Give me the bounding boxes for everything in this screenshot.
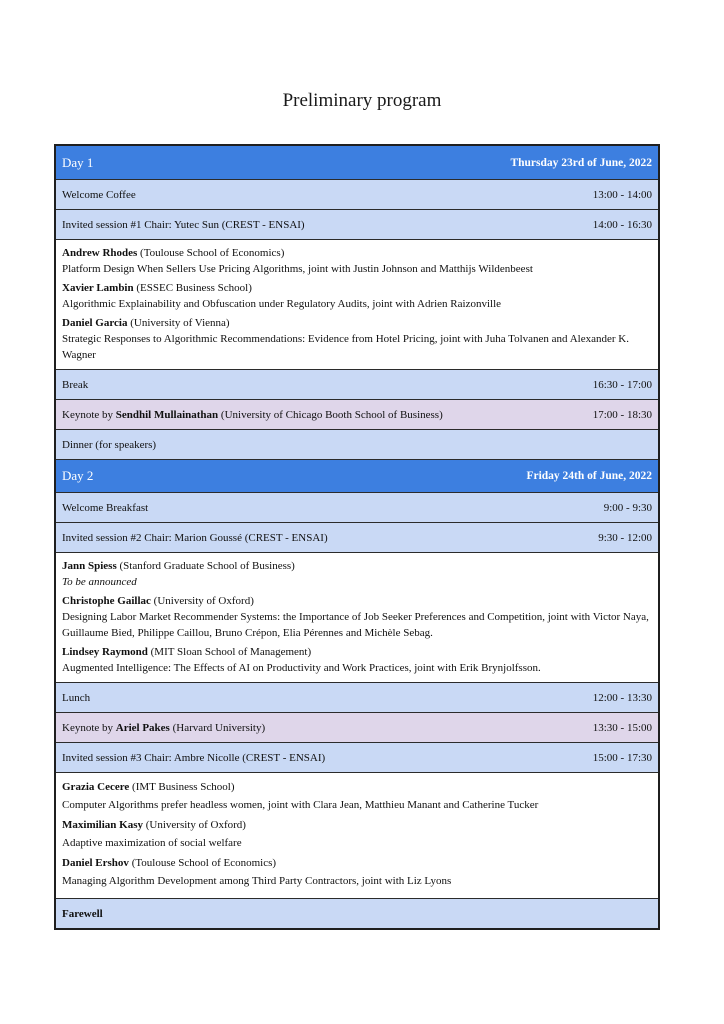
talk-title: Managing Algorithm Development among Third Party Contractors, joint with Liz Lyons bbox=[62, 875, 452, 887]
keynote-prefix: Keynote by bbox=[62, 721, 116, 734]
speaker-affiliation: (University of Oxford) bbox=[142, 819, 246, 831]
talk-title: Strategic Responses to Algorithmic Recommendations: Evidence from Hotel Pricing, joint with Juha Tolvanen and Alexander K. Wagner bbox=[62, 333, 629, 361]
day2-date: Friday 24th of June, 2022 bbox=[526, 470, 652, 482]
talk bbox=[62, 854, 652, 890]
session1-row bbox=[56, 209, 658, 239]
keynote2-row bbox=[56, 712, 658, 742]
keynote-affiliation: (Harvard University) bbox=[169, 721, 266, 734]
keynote-time: 17:00 - 18:30 bbox=[592, 408, 652, 421]
session2-row bbox=[56, 522, 658, 552]
talk bbox=[62, 593, 652, 641]
speaker-name: Andrew Rhodes bbox=[62, 247, 138, 259]
talk-title: To be announced bbox=[62, 576, 137, 588]
keynote-prefix: Keynote by bbox=[62, 408, 116, 421]
program-table bbox=[54, 144, 660, 930]
day2-welcome-row bbox=[56, 492, 658, 522]
speaker-affiliation: (University of Oxford) bbox=[150, 595, 254, 607]
welcome-time: 13:00 - 14:00 bbox=[592, 188, 652, 201]
session2-label: Invited session #2 Chair: Marion Goussé (CREST - ENSAI) bbox=[62, 531, 328, 544]
talk-title: Augmented Intelligence: The Effects of AI on Productivity and Work Practices, joint with Erik Brynjolfsson. bbox=[62, 662, 541, 674]
session1-talks bbox=[56, 239, 658, 369]
speaker-name: Xavier Lambin bbox=[62, 282, 134, 294]
keynote-affiliation: (University of Chicago Booth School of Business) bbox=[218, 408, 443, 421]
session1-time: 14:00 - 16:30 bbox=[592, 218, 652, 231]
lunch-time: 12:00 - 13:30 bbox=[592, 691, 652, 704]
talk bbox=[62, 558, 652, 590]
keynote1-row bbox=[56, 399, 658, 429]
session2-talks bbox=[56, 552, 658, 682]
speaker-affiliation: (Toulouse School of Economics) bbox=[128, 857, 277, 869]
page-title: Preliminary program bbox=[282, 90, 442, 111]
lunch-label: Lunch bbox=[62, 691, 91, 704]
day1-label: Day 1 bbox=[62, 154, 94, 170]
speaker-affiliation: (University of Vienna) bbox=[127, 317, 230, 329]
session3-talks bbox=[56, 772, 658, 898]
talk-title: Designing Labor Market Recommender Systems: the Importance of Job Seeker Preferences and Competition, joint with Victor Naya, Guillaume Bied, Philippe Caillou, Bruno Crépon, Elia Pérennes and Michèle Sebag. bbox=[62, 611, 649, 639]
dinner-label: Dinner (for speakers) bbox=[62, 438, 157, 451]
talk bbox=[62, 816, 652, 852]
talk bbox=[62, 644, 652, 676]
talk bbox=[62, 245, 652, 277]
farewell-label: Farewell bbox=[62, 907, 103, 920]
speaker-name: Maximilian Kasy bbox=[62, 819, 143, 831]
day1-date: Thursday 23rd of June, 2022 bbox=[510, 156, 652, 169]
speaker-name: Daniel Garcia bbox=[62, 317, 128, 329]
session3-label: Invited session #3 Chair: Ambre Nicolle (CREST - ENSAI) bbox=[62, 751, 326, 764]
talk-title: Adaptive maximization of social welfare bbox=[62, 837, 242, 849]
break-label: Break bbox=[62, 378, 89, 391]
speaker-affiliation: (Stanford Graduate School of Business) bbox=[116, 560, 295, 572]
session3-row bbox=[56, 742, 658, 772]
keynote-time: 13:30 - 15:00 bbox=[592, 721, 652, 734]
session1-label: Invited session #1 Chair: Yutec Sun (CREST - ENSAI) bbox=[62, 218, 305, 231]
day1-header bbox=[56, 146, 658, 179]
farewell-row bbox=[56, 898, 658, 928]
talk-title: Algorithmic Explainability and Obfuscation under Regulatory Audits, joint with Adrien Raizonville bbox=[62, 298, 502, 310]
welcome-label: Welcome Coffee bbox=[62, 188, 136, 201]
talk bbox=[62, 280, 652, 312]
speaker-name: Lindsey Raymond bbox=[62, 646, 148, 658]
welcome-time: 9:00 - 9:30 bbox=[603, 501, 652, 514]
speaker-name: Grazia Cecere bbox=[62, 781, 130, 793]
day2-header bbox=[56, 459, 658, 492]
welcome-label: Welcome Breakfast bbox=[62, 501, 149, 514]
speaker-affiliation: (IMT Business School) bbox=[129, 781, 235, 793]
speaker-name: Daniel Ershov bbox=[62, 857, 129, 869]
speaker-affiliation: (ESSEC Business School) bbox=[133, 282, 252, 294]
talk-title: Platform Design When Sellers Use Pricing Algorithms, joint with Justin Johnson and Matthijs Wildenbeest bbox=[62, 263, 533, 275]
speaker-affiliation: (MIT Sloan School of Management) bbox=[147, 646, 312, 658]
keynote-speaker: Sendhil Mullainathan bbox=[115, 408, 219, 421]
day1-welcome-row bbox=[56, 179, 658, 209]
dinner-row bbox=[56, 429, 658, 459]
day2-label: Day 2 bbox=[62, 468, 94, 483]
break-row bbox=[56, 369, 658, 399]
keynote-speaker: Ariel Pakes bbox=[115, 721, 170, 734]
session2-time: 9:30 - 12:00 bbox=[598, 531, 652, 544]
speaker-name: Christophe Gaillac bbox=[62, 595, 151, 607]
talk bbox=[62, 778, 652, 814]
lunch-row bbox=[56, 682, 658, 712]
speaker-name: Jann Spiess bbox=[62, 560, 117, 572]
session3-time: 15:00 - 17:30 bbox=[592, 751, 652, 764]
break-time: 16:30 - 17:00 bbox=[592, 378, 652, 391]
speaker-affiliation: (Toulouse School of Economics) bbox=[137, 247, 285, 259]
talk bbox=[62, 315, 652, 363]
talk-title: Computer Algorithms prefer headless women, joint with Clara Jean, Matthieu Manant and Catherine Tucker bbox=[62, 799, 539, 811]
